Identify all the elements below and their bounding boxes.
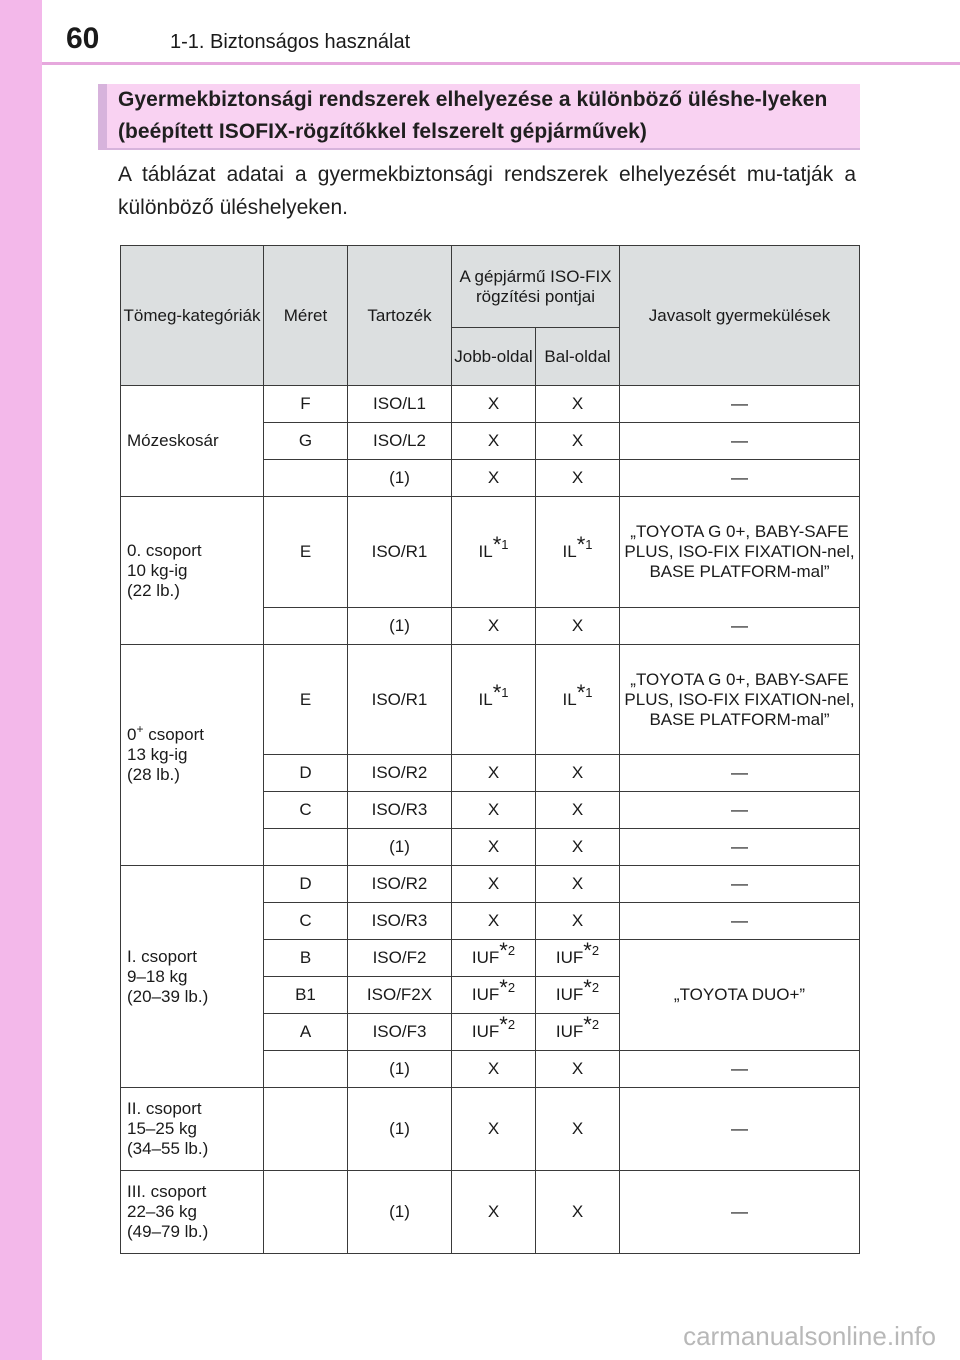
fixture-cell: ISO/R3	[348, 903, 452, 940]
group-kg: 10 kg-ig	[127, 560, 188, 580]
left-cell: X	[536, 608, 620, 645]
size-cell: D	[264, 755, 348, 792]
left-cell: X	[536, 755, 620, 792]
right-cell: IUF*$^2$	[452, 940, 536, 977]
fixture-cell: (1)	[348, 460, 452, 497]
right-cell: X	[452, 386, 536, 423]
right-cell: X	[452, 1088, 536, 1171]
left-cell: X	[536, 460, 620, 497]
group-lb: (49–79 lb.)	[127, 1222, 209, 1241]
size-cell: C	[264, 903, 348, 940]
group-lb: (34–55 lb.)	[127, 1139, 209, 1158]
group-0	[121, 497, 264, 645]
size-cell: B	[264, 940, 348, 977]
left-cell: X	[536, 866, 620, 903]
size-cell: D	[264, 866, 348, 903]
recommended-cell: —	[620, 608, 860, 645]
group-lb: (20–39 lb.)	[127, 986, 209, 1006]
left-cell: X	[536, 903, 620, 940]
fixture-cell: (1)	[348, 1171, 452, 1254]
group-carrycot: Mózeskosár	[121, 386, 264, 497]
fixture-cell: ISO/F2X	[348, 977, 452, 1014]
right-cell: X	[452, 792, 536, 829]
group-name: 0. csoport	[127, 540, 202, 560]
fixture-cell: ISO/R2	[348, 755, 452, 792]
right-cell: X	[452, 829, 536, 866]
recommended-cell: —	[620, 866, 860, 903]
intro-paragraph: A táblázat adatai a gyermekbiztonsági rendszerek elhelyezését mu-tatják a különböző üléshelyeken.	[118, 163, 856, 219]
banner-title: Gyermekbiztonsági rendszerek elhelyezése a különböző üléshe-lyeken (beépített ISOFIX-rögzítőkkel felszerelt gépjárművek)	[118, 88, 828, 143]
table-row	[121, 866, 860, 903]
fixture-cell: ISO/F3	[348, 1014, 452, 1051]
left-cell: X	[536, 829, 620, 866]
recommended-cell: —	[620, 1051, 860, 1088]
right-cell: X	[452, 1171, 536, 1254]
table-row	[121, 497, 860, 608]
table-row	[121, 1088, 860, 1171]
fixture-cell: ISO/L1	[348, 386, 452, 423]
fixture-cell: (1)	[348, 1088, 452, 1171]
fixture-cell: (1)	[348, 1051, 452, 1088]
header-recommended: Javasolt gyermekülések	[620, 246, 860, 386]
size-cell: C	[264, 792, 348, 829]
recommended-cell: —	[620, 829, 860, 866]
left-cell: X	[536, 386, 620, 423]
right-cell: IUF*$^2$	[452, 977, 536, 1014]
size-cell: G	[264, 423, 348, 460]
recommended-cell: —	[620, 1088, 860, 1171]
left-cell: X	[536, 1051, 620, 1088]
size-cell	[264, 1051, 348, 1088]
size-cell: B1	[264, 977, 348, 1014]
recommended-cell: —	[620, 792, 860, 829]
fixture-cell: (1)	[348, 608, 452, 645]
recommended-cell: —	[620, 903, 860, 940]
group-lb: (28 lb.)	[127, 765, 180, 784]
recommended-cell: —	[620, 755, 860, 792]
fixture-cell: ISO/R1	[348, 645, 452, 755]
header-left: Bal-oldal	[536, 328, 620, 386]
size-cell: F	[264, 386, 348, 423]
group-name: 0+ csoport	[127, 722, 204, 744]
recommended-cell: —	[620, 460, 860, 497]
fixture-cell: ISO/L2	[348, 423, 452, 460]
right-cell: X	[452, 866, 536, 903]
size-cell	[264, 1088, 348, 1171]
header-fixture: Tartozék	[348, 246, 452, 386]
recommended-cell: „TOYOTA G 0+, BABY-SAFE PLUS, ISO-FIX FIXATION-nel, BASE PLATFORM-mal”	[620, 497, 860, 608]
header-weight: Tömeg-kategóriák	[121, 246, 264, 386]
fixture-cell: (1)	[348, 829, 452, 866]
size-cell: E	[264, 497, 348, 608]
left-color-band	[0, 0, 42, 1360]
left-cell: IUF*$^2$	[536, 977, 620, 1014]
right-cell: X	[452, 755, 536, 792]
recommended-cell: —	[620, 386, 860, 423]
group-kg: 9–18 kg	[127, 966, 188, 986]
table-row	[121, 386, 860, 423]
right-cell: IL*$^1$	[452, 645, 536, 755]
left-cell: IUF*$^2$	[536, 940, 620, 977]
fixture-cell: ISO/R3	[348, 792, 452, 829]
recommended-cell: —	[620, 1171, 860, 1254]
left-cell: X	[536, 423, 620, 460]
group-2	[121, 1088, 264, 1171]
right-cell: X	[452, 460, 536, 497]
group-lb: (22 lb.)	[127, 580, 180, 600]
left-cell: X	[536, 1088, 620, 1171]
section-banner	[98, 84, 860, 150]
left-cell: IUF*$^2$	[536, 1014, 620, 1051]
right-cell: IL*$^1$	[452, 497, 536, 608]
size-cell: E	[264, 645, 348, 755]
left-cell: X	[536, 792, 620, 829]
group-kg: 15–25 kg	[127, 1119, 197, 1138]
right-cell: X	[452, 423, 536, 460]
header-rule	[42, 62, 960, 65]
recommended-cell: —	[620, 423, 860, 460]
left-cell: X	[536, 1171, 620, 1254]
header-size: Méret	[264, 246, 348, 386]
fixture-cell: ISO/R2	[348, 866, 452, 903]
group-3	[121, 1171, 264, 1254]
table-row	[121, 645, 860, 755]
recommended-cell: „TOYOTA G 0+, BABY-SAFE PLUS, ISO-FIX FIXATION-nel, BASE PLATFORM-mal”	[620, 645, 860, 755]
table-row	[121, 1171, 860, 1254]
header-right: Jobb-oldal	[452, 328, 536, 386]
watermark: carmanualsonline.info	[683, 1321, 936, 1351]
page-number: 60	[66, 22, 100, 55]
size-cell	[264, 608, 348, 645]
size-cell	[264, 460, 348, 497]
right-cell: X	[452, 903, 536, 940]
header-isofix: A gépjármű ISO-FIX rögzítési pontjai	[452, 246, 620, 328]
group-0-plus	[121, 645, 264, 866]
left-cell: IL*$^1$	[536, 645, 620, 755]
isofix-seat-table	[120, 245, 860, 1254]
group-kg: 22–36 kg	[127, 1202, 197, 1221]
group-1	[121, 866, 264, 1088]
size-cell	[264, 829, 348, 866]
group-kg: 13 kg-ig	[127, 745, 188, 764]
right-cell: X	[452, 608, 536, 645]
right-cell: IUF*$^2$	[452, 1014, 536, 1051]
left-cell: IL*$^1$	[536, 497, 620, 608]
fixture-cell: ISO/F2	[348, 940, 452, 977]
recommended-cell: „TOYOTA DUO+”	[620, 940, 860, 1051]
group-name: II. csoport	[127, 1099, 202, 1118]
section-title: 1-1. Biztonságos használat	[170, 31, 411, 53]
group-name: I. csoport	[127, 946, 197, 966]
size-cell	[264, 1171, 348, 1254]
right-cell: X	[452, 1051, 536, 1088]
fixture-cell: ISO/R1	[348, 497, 452, 608]
group-name: III. csoport	[127, 1182, 207, 1201]
size-cell: A	[264, 1014, 348, 1051]
